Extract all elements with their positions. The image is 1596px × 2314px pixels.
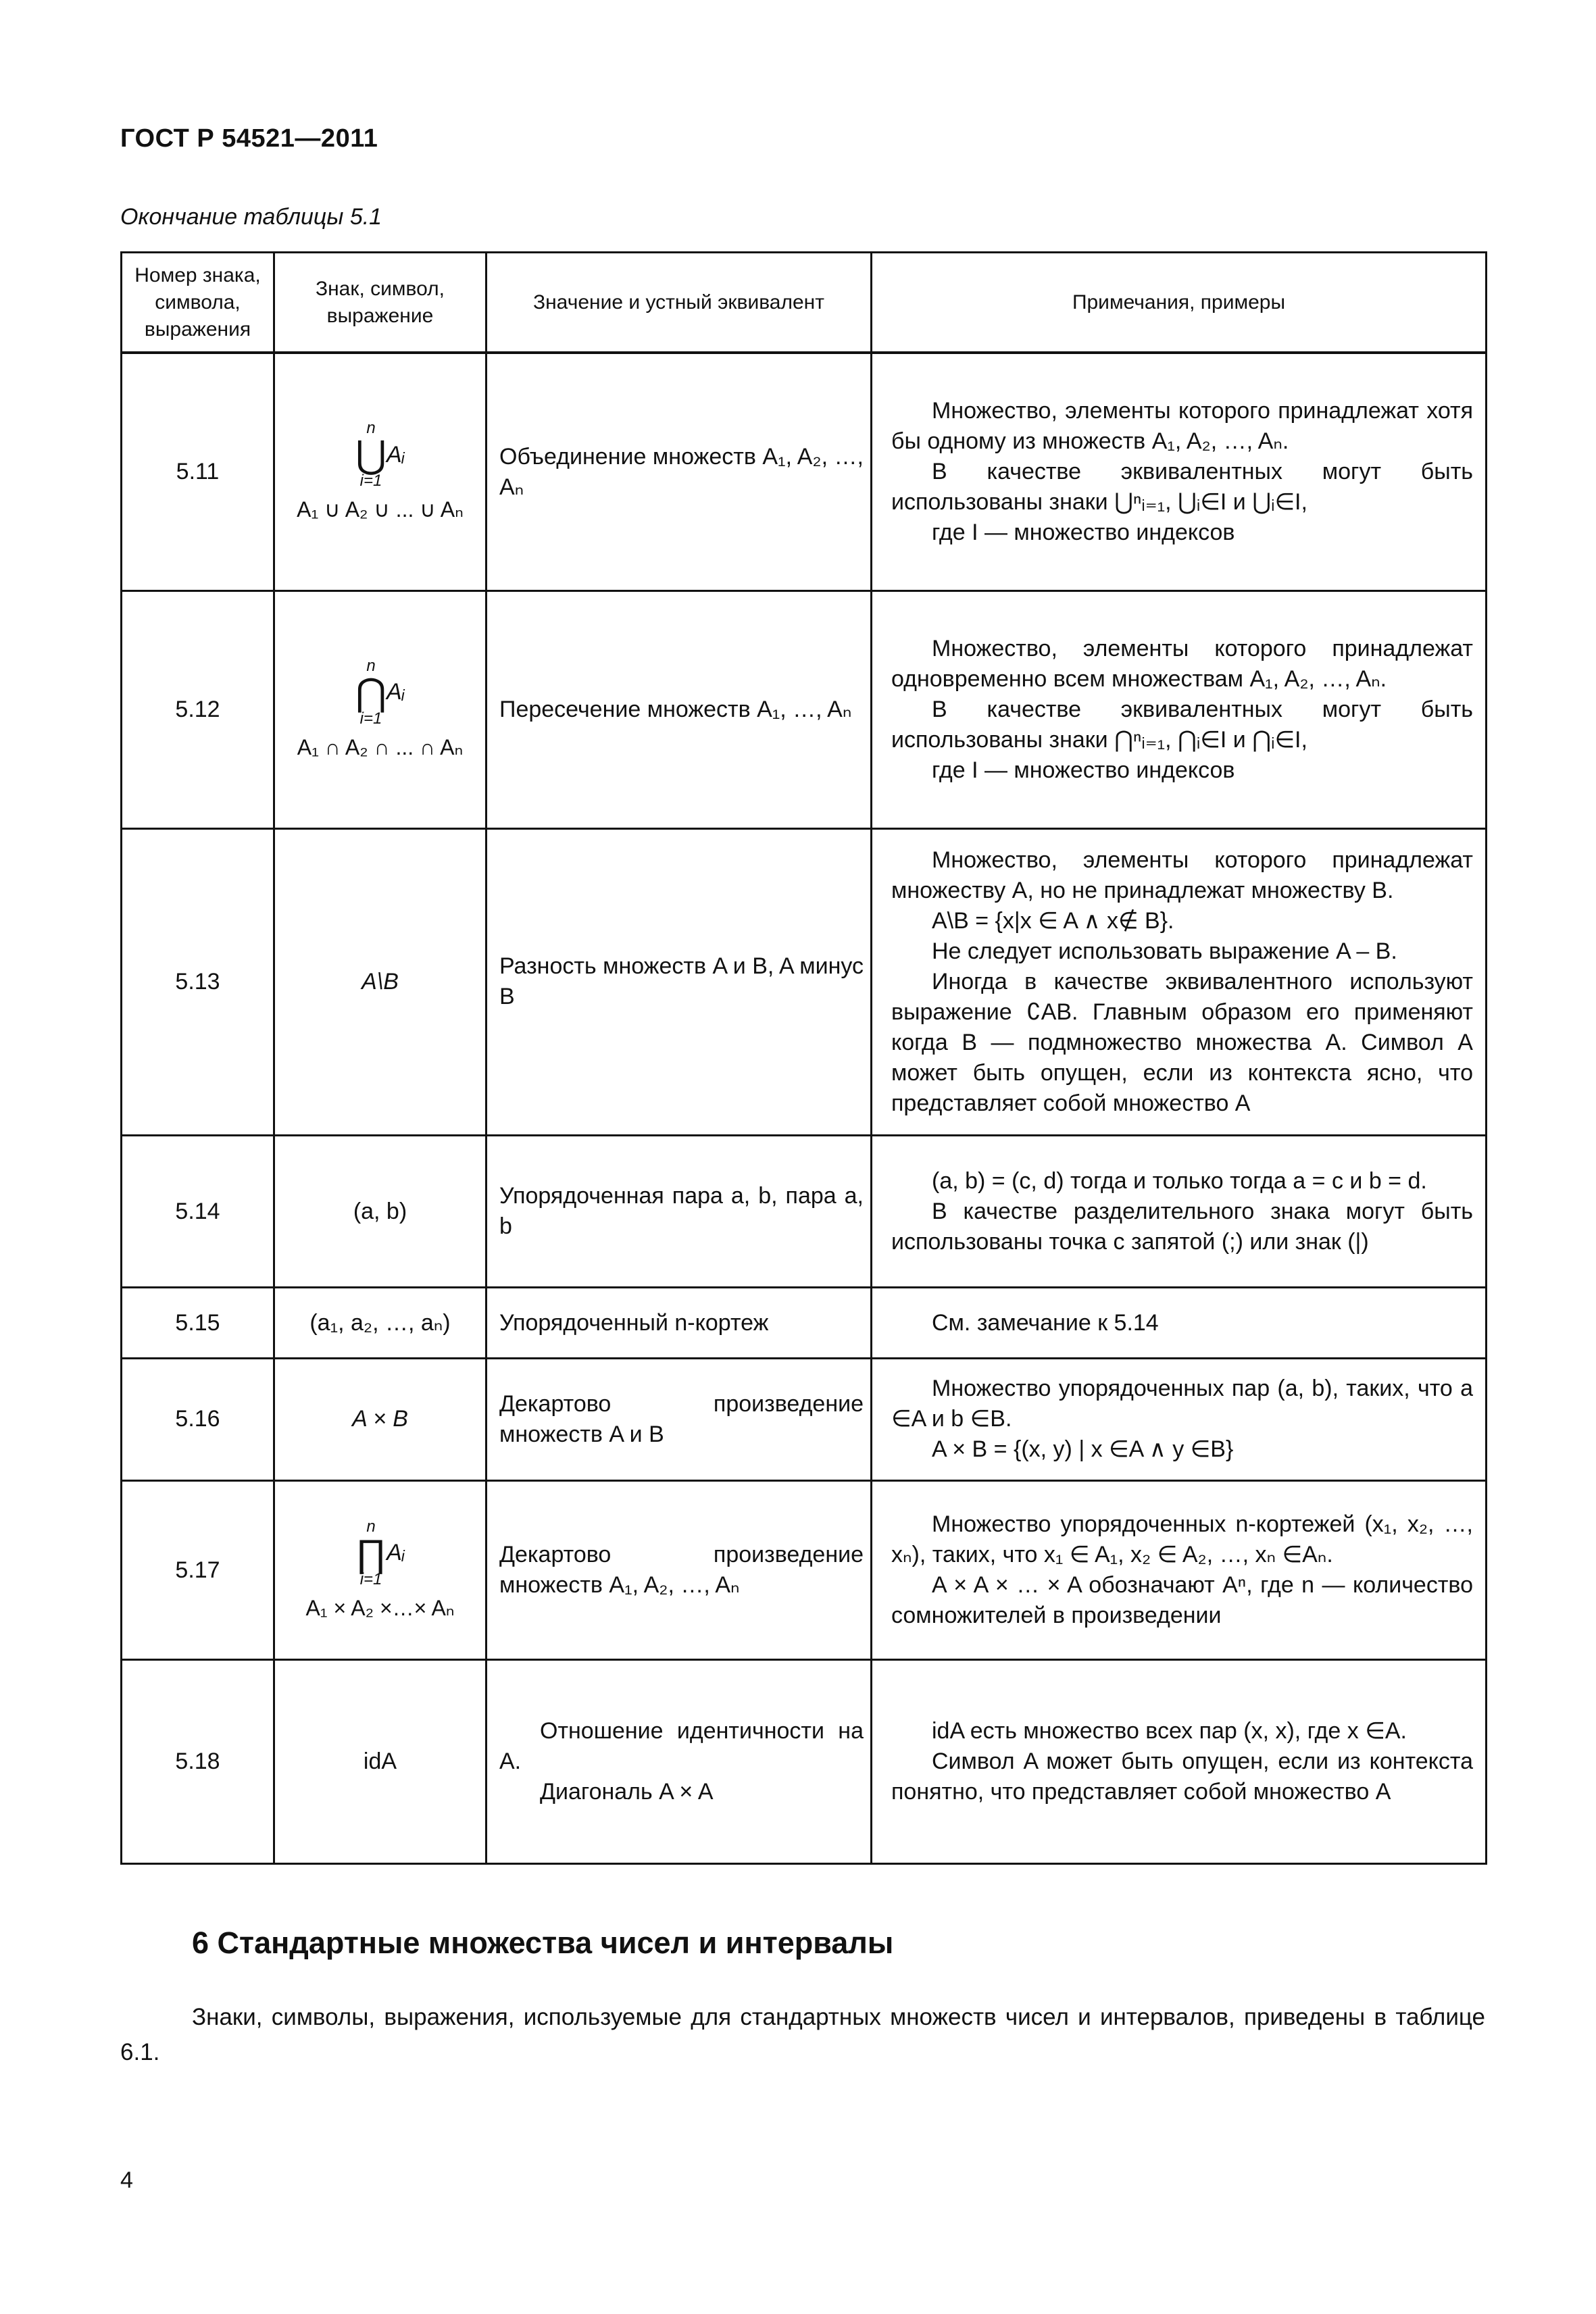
row-meaning: Отношение идентичности на A. Диагональ A × A bbox=[487, 1660, 872, 1864]
row-notes: Множество упорядоченных n-кортежей (x₁, x₂, …, xₙ), таких, что x₁ ∈ A₁, x₂ ∈ A₂, …, xₙ ∈Aₙ. A × A × … × A обозначают Aⁿ, где n — количество сомножителей в произведении bbox=[872, 1480, 1487, 1659]
document-header: ГОСТ Р 54521—2011 bbox=[120, 124, 378, 153]
row-number: 5.11 bbox=[122, 353, 274, 590]
symbol-expression: A₁ × A₂ ×…× Aₙ bbox=[305, 1595, 455, 1620]
row-number: 5.13 bbox=[122, 828, 274, 1135]
union-operator: n ⋃ i=1 bbox=[355, 419, 386, 490]
row-symbol: A\B bbox=[274, 828, 487, 1135]
row-symbol: idA bbox=[274, 1660, 487, 1864]
row-notes: Множество, элементы которого принадлежат множеству A, но не принадлежат множеству B. A\B = {x|x ∈ A ∧ x∉ B}. Не следует использовать выражение A – B. Иногда в качестве эквивалентного используют выражение ∁AB. Главным образом его применяют когда B — подмножество множества A. Символ A может быть опущен, если из контекста ясно, что представляет собой множество A bbox=[872, 828, 1487, 1135]
row-meaning: Упорядоченный n-кортеж bbox=[487, 1288, 872, 1359]
header-notes: Примечания, примеры bbox=[872, 253, 1487, 353]
row-meaning: Упорядоченная пара a, b, пара a, b bbox=[487, 1136, 872, 1288]
row-meaning: Объединение множеств A₁, A₂, …, Aₙ bbox=[487, 353, 872, 590]
row-symbol: (a, b) bbox=[274, 1136, 487, 1288]
row-notes: idA есть множество всех пар (x, x), где x ∈A. Символ A может быть опущен, если из контекста понятно, что представляет собой множество A bbox=[872, 1660, 1487, 1864]
row-meaning: Разность множеств A и B, A минус B bbox=[487, 828, 872, 1135]
intersection-operator: n ⋂ i=1 bbox=[355, 656, 386, 728]
row-notes: Множество, элементы которого принадлежат одновременно всем множествам A₁, A₂, …, Aₙ. В качестве эквивалентных могут быть использованы знаки ⋂ⁿᵢ₌₁, ⋂ᵢ∈I и ⋂ᵢ∈I, где I — множество индексов bbox=[872, 590, 1487, 828]
table-row bbox=[122, 353, 1487, 590]
symbols-table bbox=[120, 251, 1487, 1865]
row-symbol: n ∏ i=1 Aᵢ A₁ × A₂ ×…× Aₙ bbox=[274, 1480, 487, 1659]
product-operator: n ∏ i=1 bbox=[355, 1517, 387, 1588]
header-symbol: Знак, символ, выражение bbox=[274, 253, 487, 353]
table-row bbox=[122, 1480, 1487, 1659]
row-notes: Множество, элементы которого принадлежат хотя бы одному из множеств A₁, A₂, …, Aₙ. В качестве эквивалентных могут быть использованы знаки ⋃ⁿᵢ₌₁, ⋃ᵢ∈I и ⋃ᵢ∈I, где I — множество индексов bbox=[872, 353, 1487, 590]
table-row bbox=[122, 590, 1487, 828]
table-row bbox=[122, 1288, 1487, 1359]
row-meaning: Декартово произведение множеств A и B bbox=[487, 1358, 872, 1480]
table-row bbox=[122, 1660, 1487, 1864]
row-symbol: n ⋂ i=1 Aᵢ A₁ ∩ A₂ ∩ ... ∩ Aₙ bbox=[274, 590, 487, 828]
row-meaning: Декартово произведение множеств A₁, A₂, …, Aₙ bbox=[487, 1480, 872, 1659]
row-symbol: (a₁, a₂, …, aₙ) bbox=[274, 1288, 487, 1359]
row-notes: Множество упорядоченных пар (a, b), таких, что a ∈A и b ∈B. A × B = {(x, y) | x ∈A ∧ y ∈B} bbox=[872, 1358, 1487, 1480]
row-meaning: Пересечение множеств A₁, …, Aₙ bbox=[487, 590, 872, 828]
row-number: 5.18 bbox=[122, 1660, 274, 1864]
row-notes: (a, b) = (c, d) тогда и только тогда a = c и b = d. В качестве разделительного знака могут быть использованы точка с запятой (;) или знак (|) bbox=[872, 1136, 1487, 1288]
header-meaning: Значение и устный эквивалент bbox=[487, 253, 872, 353]
table-caption: Окончание таблицы 5.1 bbox=[120, 204, 382, 230]
table-row bbox=[122, 1136, 1487, 1288]
row-number: 5.14 bbox=[122, 1136, 274, 1288]
table-row bbox=[122, 1358, 1487, 1480]
row-symbol: A × B bbox=[274, 1358, 487, 1480]
row-number: 5.17 bbox=[122, 1480, 274, 1659]
section-heading: 6 Стандартные множества чисел и интервалы bbox=[192, 1926, 894, 1960]
row-number: 5.12 bbox=[122, 590, 274, 828]
header-number: Номер знака, символа, выражения bbox=[122, 253, 274, 353]
symbol-expression: A₁ ∩ A₂ ∩ ... ∩ Aₙ bbox=[297, 734, 464, 759]
row-notes: См. замечание к 5.14 bbox=[872, 1288, 1487, 1359]
row-symbol: n ⋃ i=1 Aᵢ A₁ ∪ A₂ ∪ ... ∪ Aₙ bbox=[274, 353, 487, 590]
row-number: 5.15 bbox=[122, 1288, 274, 1359]
page-number: 4 bbox=[120, 2167, 133, 2193]
section-paragraph: Знаки, символы, выражения, используемые для стандартных множеств чисел и интервалов, приведены в таблице 6.1. bbox=[120, 2004, 1485, 2065]
table-header-row bbox=[122, 253, 1487, 353]
row-number: 5.16 bbox=[122, 1358, 274, 1480]
table-row bbox=[122, 828, 1487, 1135]
symbol-expression: A₁ ∪ A₂ ∪ ... ∪ Aₙ bbox=[297, 497, 464, 522]
